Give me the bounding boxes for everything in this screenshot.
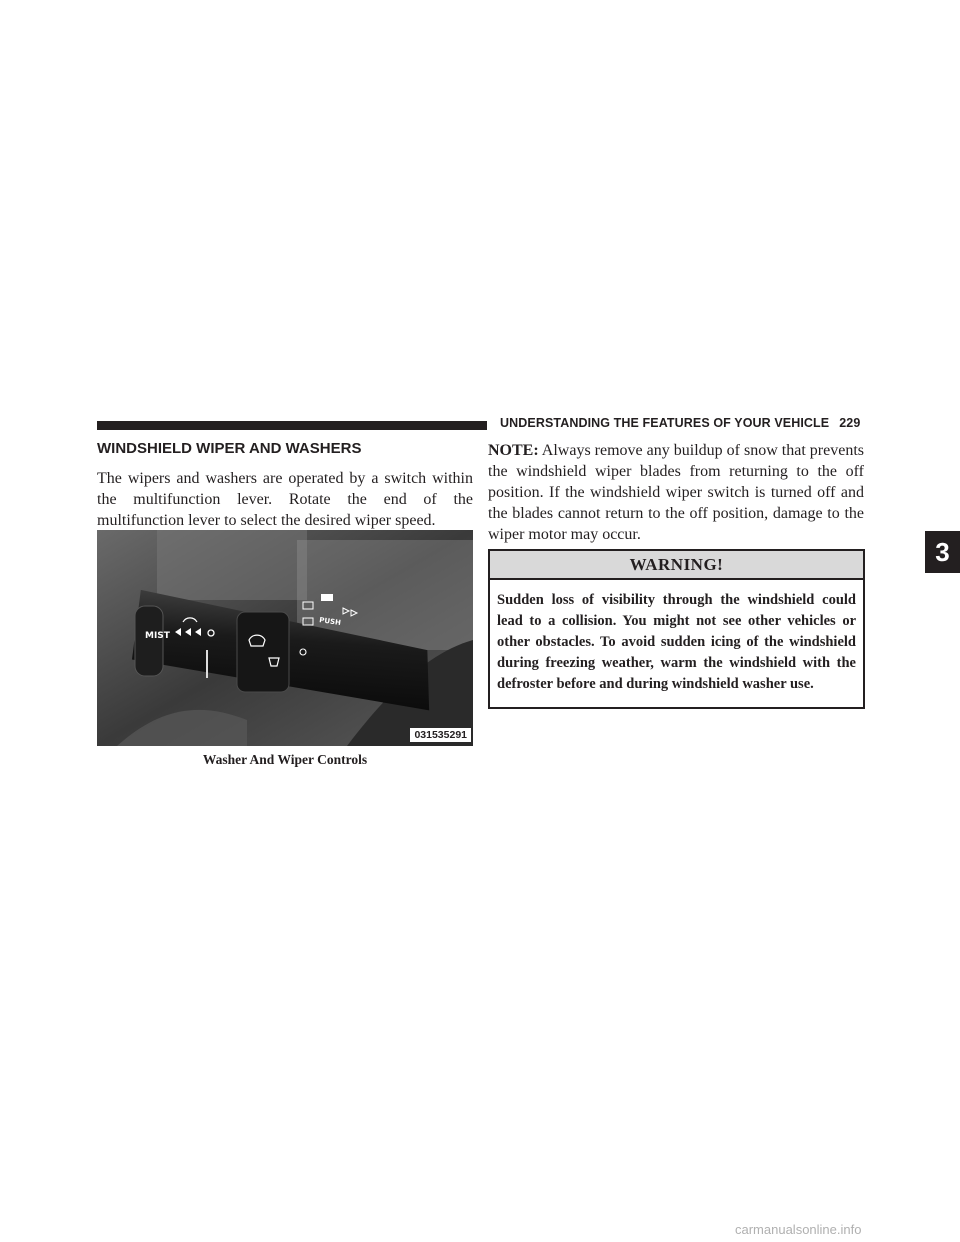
running-header-title: UNDERSTANDING THE FEATURES OF YOUR VEHICLE (500, 416, 830, 430)
warning-title: WARNING! (490, 551, 863, 580)
section-heading: WINDSHIELD WIPER AND WASHERS (97, 440, 362, 457)
figure-caption: Washer And Wiper Controls (202, 752, 368, 767)
warning-box (488, 549, 865, 709)
note-text: Always remove any buildup of snow that prevents the windshield wiper blades from returning to the off position. If the windshield wiper switch is turned off and the blades cannot return to the off position, damage to the wiper motor may occur. (488, 442, 864, 543)
wiper-lever-illustration (97, 530, 473, 746)
wiper-lever-photo (97, 530, 473, 746)
page-number: 229 (839, 416, 861, 430)
mist-label: MIST (145, 631, 170, 641)
chapter-tab: 3 (925, 531, 960, 573)
running-header (500, 416, 864, 430)
figure-code: 031535291 (410, 728, 471, 742)
intro-paragraph: The wipers and washers are operated by a switch within the multifunction lever. Rotate the end of the multifunction lever to select the desired wiper speed. (97, 470, 473, 529)
header-rule (97, 421, 487, 430)
push-label: PUSH (318, 616, 342, 628)
watermark: carmanualsonline.info (735, 1222, 862, 1237)
note-paragraph (488, 440, 864, 545)
warning-text: Sudden loss of visibility through the windshield could lead to a collision. You might not see other vehicles or other obstacles. To avoid sudden icing of the windshield during freezing weather, warm the windshield with the defroster before and during windshield washer use. (497, 592, 856, 692)
note-label: NOTE: (488, 442, 539, 459)
